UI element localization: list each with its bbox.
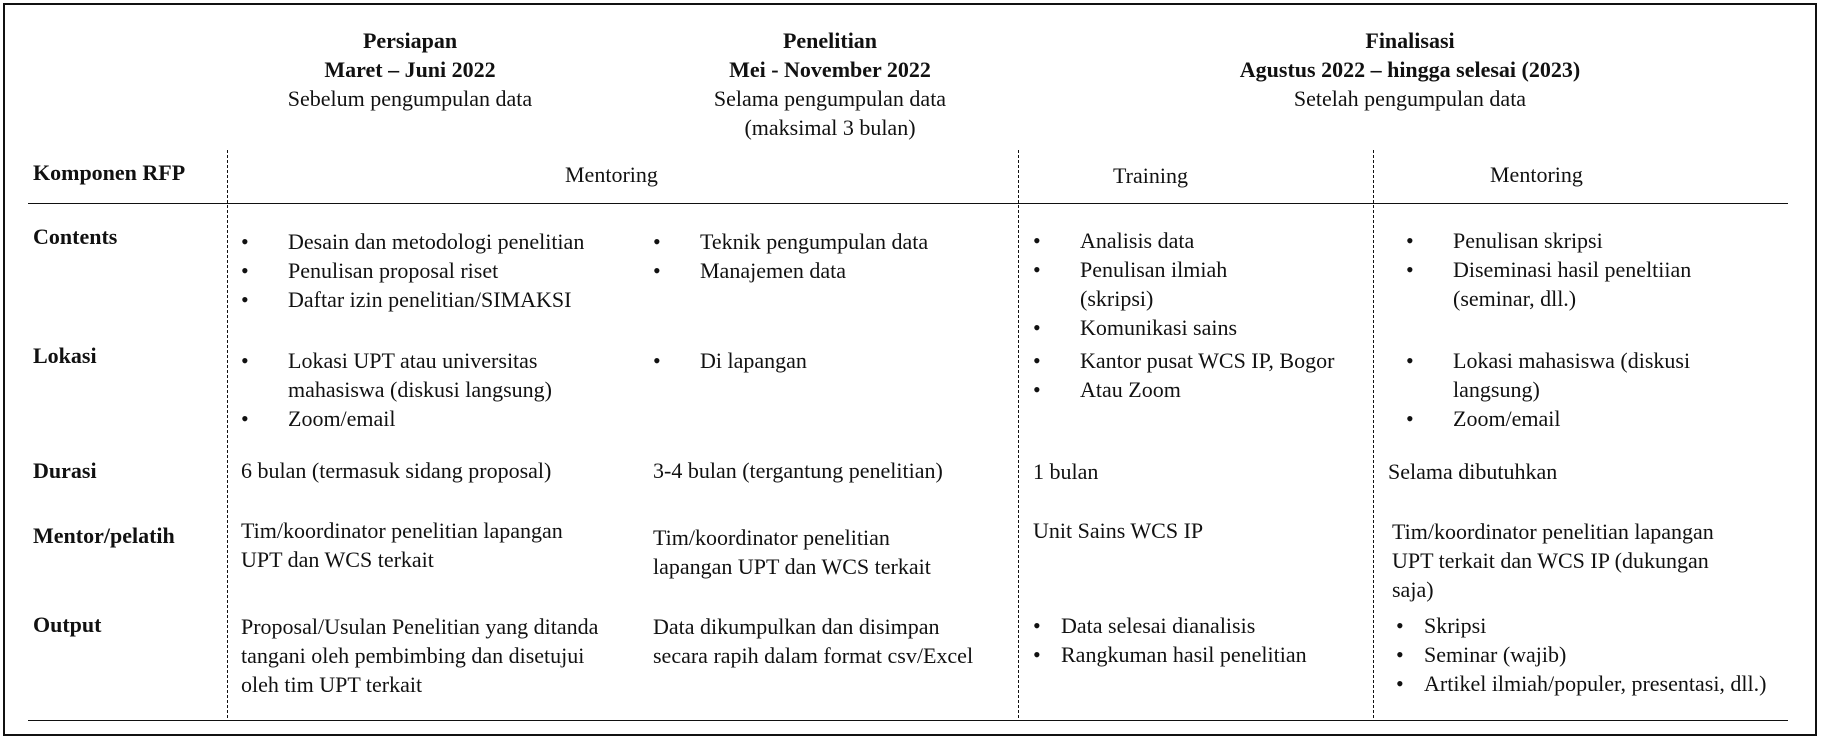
list-item bbox=[241, 404, 552, 433]
list-item: • Seminar (wajib) bbox=[1396, 640, 1766, 669]
mentor-col1 bbox=[241, 516, 563, 574]
text-line: lapangan UPT dan WCS terkait bbox=[653, 554, 931, 579]
list-item bbox=[1033, 313, 1237, 342]
text-line: oleh tim UPT terkait bbox=[241, 672, 423, 697]
list-item: • Teknik pengumpulan data bbox=[653, 227, 928, 256]
contents-col4-list bbox=[1406, 226, 1691, 313]
list-item-text: Komunikasi sains bbox=[1080, 315, 1238, 340]
phase-title: Finalisasi bbox=[1365, 28, 1455, 53]
list-item-text: Lokasi mahasiswa (diskusi bbox=[1453, 348, 1691, 373]
output-col2 bbox=[653, 612, 973, 670]
contents-col3-list bbox=[1033, 226, 1237, 342]
list-item-text: Analisis data bbox=[1080, 228, 1195, 253]
list-item-text: Zoom/email bbox=[1453, 406, 1561, 431]
list-item-text: Zoom/email bbox=[288, 406, 396, 431]
column-divider-2 bbox=[1018, 150, 1019, 718]
text-line: UPT terkait dan WCS IP (dukungan bbox=[1392, 548, 1709, 573]
phase-desc: Selama pengumpulan data bbox=[713, 86, 947, 111]
phase-period: Agustus 2022 – hingga selesai (2023) bbox=[1239, 57, 1581, 82]
durasi-col2: 3-4 bulan (tergantung penelitian) bbox=[653, 458, 943, 483]
phase-period: Mei - November 2022 bbox=[729, 57, 931, 82]
list-item: • Kantor pusat WCS IP, Bogor bbox=[1033, 346, 1334, 375]
durasi-col3: 1 bulan bbox=[1033, 459, 1099, 484]
text-line: saja) bbox=[1392, 577, 1434, 602]
list-item: • Daftar izin penelitian/SIMAKSI bbox=[241, 285, 584, 314]
list-item-text: langsung) bbox=[1453, 377, 1540, 402]
contents-col1-list bbox=[241, 227, 584, 314]
list-item bbox=[1406, 255, 1691, 313]
list-item: • Data selesai dianalisis bbox=[1033, 611, 1307, 640]
text-line: Proposal/Usulan Penelitian yang ditanda bbox=[241, 614, 599, 639]
output-col4-list bbox=[1396, 611, 1766, 698]
row-label-mentor: Mentor/pelatih bbox=[33, 523, 175, 548]
durasi-col1: 6 bulan (termasuk sidang proposal) bbox=[241, 458, 552, 483]
phase-desc: Sebelum pengumpulan data bbox=[287, 86, 533, 111]
komponen-rfp-header: Komponen RFP bbox=[33, 160, 186, 185]
list-item: • Manajemen data bbox=[653, 256, 928, 285]
text-line: Tim/koordinator penelitian lapangan bbox=[1392, 519, 1714, 544]
mentoring-header-2: Mentoring bbox=[1490, 162, 1583, 187]
list-item-text: Penulisan skripsi bbox=[1453, 228, 1603, 253]
mentoring-header-1: Mentoring bbox=[565, 162, 658, 187]
list-item: • Desain dan metodologi penelitian bbox=[241, 227, 584, 256]
output-col3-list bbox=[1033, 611, 1307, 669]
mentor-col4 bbox=[1392, 517, 1714, 604]
list-item-text: Lokasi UPT atau universitas bbox=[288, 348, 538, 373]
phase-title: Persiapan bbox=[362, 28, 458, 53]
list-item-text: (seminar, dll.) bbox=[1453, 286, 1577, 311]
list-item bbox=[1406, 404, 1690, 433]
phase-desc: Setelah pengumpulan data bbox=[1293, 86, 1527, 111]
list-item-text: mahasiswa (diskusi langsung) bbox=[288, 377, 552, 402]
text-line: tangani oleh pembimbing dan disetujui bbox=[241, 643, 585, 668]
phase-desc-2: (maksimal 3 bulan) bbox=[744, 115, 916, 140]
list-item bbox=[1033, 226, 1237, 255]
list-item bbox=[1406, 226, 1691, 255]
list-item: • Skripsi bbox=[1396, 611, 1766, 640]
lokasi-col3-list bbox=[1033, 346, 1334, 404]
list-item bbox=[1033, 255, 1237, 313]
list-item: • Artikel ilmiah/populer, presentasi, dll.) bbox=[1396, 669, 1766, 698]
lokasi-col4-list bbox=[1406, 346, 1690, 433]
bottom-divider bbox=[28, 720, 1788, 721]
lokasi-col1-list bbox=[241, 346, 552, 433]
list-item: • Di lapangan bbox=[653, 346, 807, 375]
list-item-text: Penulisan ilmiah bbox=[1080, 257, 1228, 282]
row-label-durasi: Durasi bbox=[33, 458, 97, 483]
list-item-text: (skripsi) bbox=[1080, 286, 1154, 311]
row-label-contents: Contents bbox=[33, 224, 118, 249]
header-divider bbox=[28, 203, 1788, 204]
list-item bbox=[241, 346, 552, 404]
lokasi-col2-list bbox=[653, 346, 807, 375]
durasi-col4: Selama dibutuhkan bbox=[1388, 459, 1558, 484]
text-line: Tim/koordinator penelitian lapangan bbox=[241, 518, 563, 543]
mentor-col2 bbox=[653, 523, 931, 581]
phase-persiapan bbox=[230, 26, 590, 113]
text-line: secara rapih dalam format csv/Excel bbox=[653, 643, 974, 668]
mentor-col3: Unit Sains WCS IP bbox=[1033, 518, 1204, 543]
list-item: • Atau Zoom bbox=[1033, 375, 1334, 404]
text-line: Tim/koordinator penelitian bbox=[653, 525, 890, 550]
list-item: • Penulisan proposal riset bbox=[241, 256, 584, 285]
list-item-text: Diseminasi hasil peneltiian bbox=[1453, 257, 1692, 282]
phase-period: Maret – Juni 2022 bbox=[324, 57, 496, 82]
contents-col2-list bbox=[653, 227, 928, 285]
text-line: Data dikumpulkan dan disimpan bbox=[653, 614, 940, 639]
training-header: Training bbox=[1113, 163, 1188, 188]
column-divider-3 bbox=[1373, 150, 1374, 718]
output-col1 bbox=[241, 612, 598, 699]
text-line: UPT dan WCS terkait bbox=[241, 547, 434, 572]
row-label-output: Output bbox=[33, 612, 102, 637]
list-item: • Rangkuman hasil penelitian bbox=[1033, 640, 1307, 669]
phase-finalisasi bbox=[1160, 26, 1660, 113]
phase-title: Penelitian bbox=[782, 28, 878, 53]
column-divider-1 bbox=[227, 150, 228, 718]
row-label-lokasi: Lokasi bbox=[33, 343, 97, 368]
phase-penelitian bbox=[650, 26, 1010, 142]
list-item bbox=[1406, 346, 1690, 404]
